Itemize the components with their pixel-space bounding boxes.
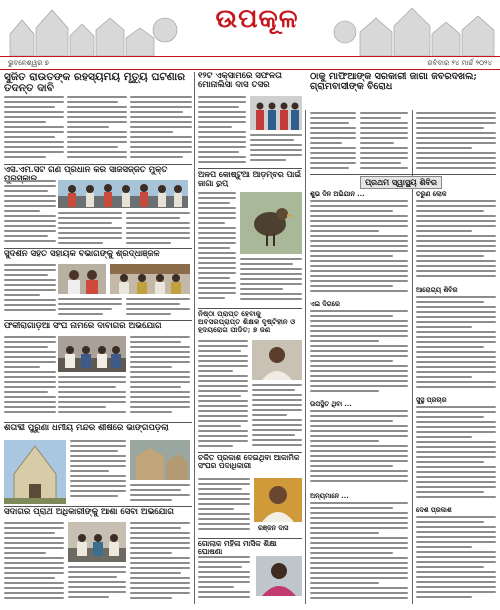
- temple-photo: [4, 440, 66, 504]
- photo-caption: ରଞ୍ଜନ ଦାସ: [258, 524, 289, 532]
- article-text: [416, 200, 496, 282]
- subhead: ଶୁଭ ଦିନ ଅଭିଯାନ ...: [310, 190, 365, 198]
- office-photo: [68, 522, 126, 562]
- article-text: [130, 336, 190, 420]
- headline: ଠାକୁ ମାଫିଆଙ୍କ ସରକାରୀ ଜାଗା ଜବରଦଖଲ; ଗ୍ରାମବାସୀଙ୍କ ବିରୋଧ: [310, 72, 477, 93]
- article-text: [130, 96, 192, 162]
- article-text: [360, 112, 408, 172]
- article-text: [68, 566, 126, 604]
- article-text: [240, 258, 302, 306]
- article-text: [310, 502, 408, 604]
- section-rule: [4, 248, 192, 249]
- section-rule: [198, 538, 302, 539]
- ruins-photo: [130, 440, 190, 480]
- meeting-photo: [58, 336, 126, 372]
- dateline-bar: [0, 56, 500, 70]
- section-rule: [198, 168, 302, 169]
- article-text: [126, 298, 190, 318]
- subhead: ସୁସ୍ଥ ପ୍ରଚାର: [416, 396, 447, 404]
- section-heading-box: ପ୍ରଥମ ସ୍ୱାସ୍ଥ୍ୟ ଶିବିର: [360, 176, 442, 189]
- article-text: [198, 96, 246, 166]
- headline: ୧୨ଟି ଏକ୍ସାମରେ ସଫଳତା ମୋନାଲିସା ଦାସ ତସର: [198, 72, 282, 91]
- headline: ଏସ.ଏମ.ସିଟି ଗଣ ପ୍ରଧାନ କରି ସାଜସଜ୍ଜିତ ମୁକ୍ତ: [4, 166, 168, 175]
- article-text: [198, 192, 236, 304]
- article-text: [310, 410, 408, 488]
- article-text: [4, 336, 56, 420]
- section-rule: [4, 164, 192, 165]
- column-rule: [305, 110, 306, 604]
- article-block-13: [198, 540, 302, 556]
- page-label: ଭୁବନେଶ୍ୱର ୭: [8, 59, 49, 67]
- article-text: [310, 112, 356, 172]
- article-block-7: [4, 250, 192, 259]
- headline: ଗୋଲାକ ମହିଳା ମାସିକ ଶିକ୍ଷା ଘୋଷଣା: [198, 540, 277, 557]
- portrait-photo-elder: [254, 478, 302, 522]
- article-block-10: [4, 424, 192, 433]
- subhead: ତରୁଣ ଲୋକ: [416, 190, 447, 198]
- article-text: [4, 522, 64, 604]
- article-text: [58, 212, 122, 246]
- article-text: [416, 112, 496, 172]
- article-text: [130, 522, 190, 604]
- article-text: [198, 478, 250, 536]
- article-block-1: [4, 72, 192, 95]
- article-text: [4, 96, 64, 162]
- headline: ଫକୀରାଗାଡ଼ିଆ ସଂଘ ନାମରେ ଦାବାଗିର ଅଭିଯୋଗ: [4, 322, 162, 331]
- headline: ଚକିତ ପ୍ରକାଶ ଦେଇଥିବା ଆକାମିକ ସଂଘର ପଦାଧିକାରୀ: [198, 454, 300, 471]
- subhead: ଦେଶ ପ୍ରକାଶ: [416, 506, 452, 514]
- group-photo: [58, 180, 188, 208]
- headline: ଅଳପ କୋଷ୍ଟୁଆ ଆଡ଼ମ୍ବର ପାଇଁ ଜାଗା ରୁପ୍: [198, 170, 302, 188]
- students-photo: [250, 96, 302, 130]
- section-rule: [198, 308, 302, 309]
- article-text: [416, 406, 496, 502]
- article-block-3: [310, 72, 496, 93]
- bird-photo: [240, 192, 302, 254]
- article-text: [126, 212, 190, 246]
- article-text: [310, 200, 408, 296]
- headline: ସୁଜିତ ରାଉତଙ୍କ ରହସ୍ୟମୟ ମୃତ୍ୟୁ ଘଟଣାର ତଦନ୍ତ ଦାବି: [4, 72, 186, 95]
- article-block-9: [198, 310, 302, 333]
- article-text: [416, 296, 496, 392]
- section-rule: [4, 422, 192, 423]
- portrait-photo-woman: [256, 556, 302, 596]
- article-block-8: [4, 322, 192, 331]
- article-block-2: [198, 72, 302, 90]
- article-block-11: [198, 454, 302, 470]
- article-text: [58, 298, 122, 318]
- date-label: ରବିବାର ୨୪ ମାର୍ଚ୍ଚ ୨୦୨୪: [427, 59, 492, 67]
- headline: ନିଷ୍ଠା ପ୍ରାପ୍ତ ହେବାକୁ ଅବସରପ୍ରାପ୍ତ ଶିକ୍ଷକ ଦୃଷ୍ଟିହୀନ ଓ ହୃଦୟରୋଗ ପୀଡିତ; ୭ ଜଣ: [198, 310, 296, 334]
- article-block-12: [4, 508, 192, 517]
- portrait-photo-man: [252, 340, 302, 380]
- article-text: [198, 556, 250, 604]
- subhead: ଉପସ୍ଥିତ ଥିବା ...: [310, 400, 352, 408]
- article-text: [4, 264, 56, 318]
- event-photo: [110, 264, 190, 294]
- article-text: [130, 484, 190, 504]
- article-text: [4, 180, 56, 246]
- headline: ଶତାବ୍ଦୀ ପୁରୁଣା ଧର୍ମୀୟ ମନ୍ଦିର ଶୀର୍ଷରେ ଭାଙ୍ଗିପଡ଼ିଲା: [4, 424, 169, 433]
- article-text: [416, 516, 496, 604]
- masthead: [0, 0, 500, 56]
- newspaper-title: ଉପକୂଳ: [215, 4, 299, 34]
- headline: ସଦାଗର ପ୍ରାର୍ଥ ଅଧିକାରୀଙ୍କୁ ଆଶା ସେବା ଅଭିଯୋଗ: [4, 508, 174, 517]
- article-block-5: [198, 170, 302, 187]
- article-text: [58, 376, 126, 420]
- article-text: [198, 340, 248, 450]
- column-rule: [194, 72, 195, 604]
- subhead: ଆରୋଗ୍ୟ ଶିବିର: [416, 286, 458, 294]
- section-rule: [4, 320, 192, 321]
- section-rule: [4, 506, 192, 507]
- article-text: [70, 440, 126, 504]
- subhead: ଏଇ ଦିଗରେ: [310, 300, 340, 308]
- subhead: ଅନ୍ୟମାନେ ...: [310, 492, 349, 500]
- article-text: [310, 310, 408, 396]
- section-rule: [198, 452, 302, 453]
- portrait-photo: [58, 264, 106, 294]
- article-text: [67, 96, 127, 162]
- headline: ସୁଦର୍ଶନ ସହିତ ସହାୟକ ବିଭାଗଙ୍କୁ ଶ୍ରଦ୍ଧାଞ୍ଜଳି: [4, 250, 160, 259]
- article-text: [252, 384, 302, 450]
- article-text: [250, 134, 302, 166]
- section-rule: [310, 174, 496, 175]
